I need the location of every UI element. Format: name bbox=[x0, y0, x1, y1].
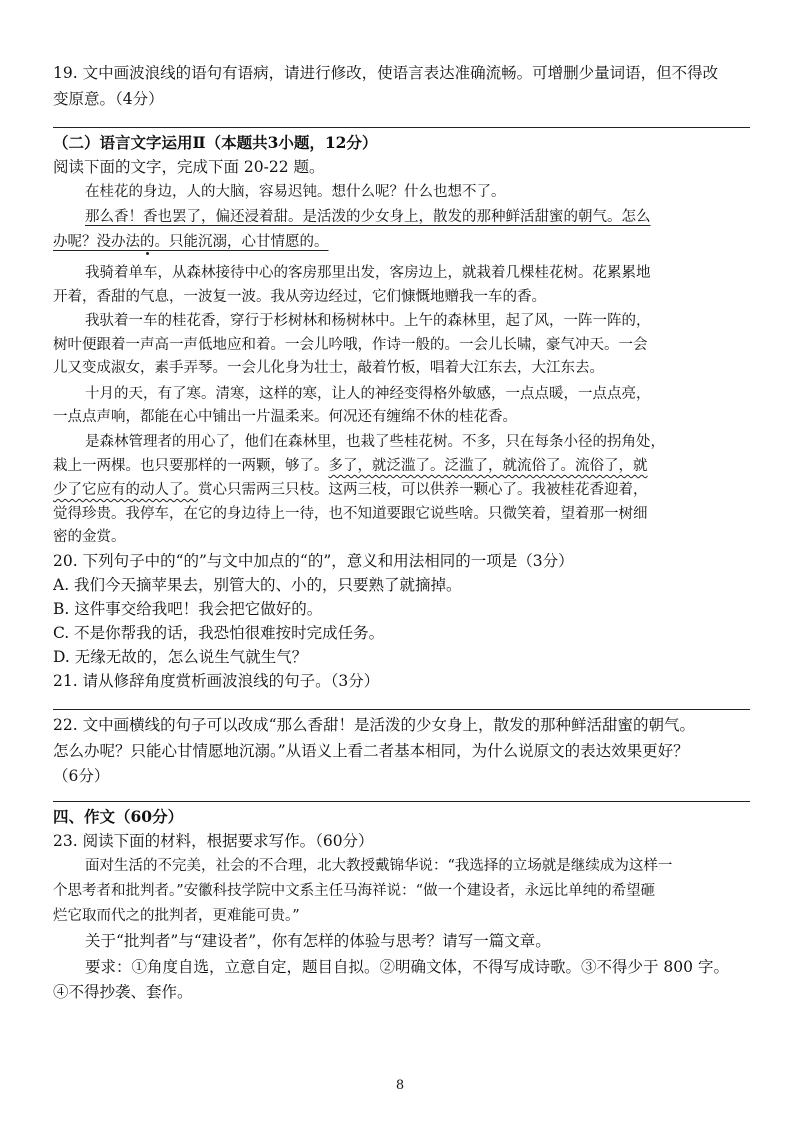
underlined-sentence-part1: 那么香！香也罢了，偏还浸着甜。是活泼的少女身上，散发的那种鲜活甜蜜的朝气。怎么 bbox=[85, 209, 651, 225]
q20-option-a: A. 我们今天摘苹果去，别管大的、小的，只要熟了就摘掉。 bbox=[53, 576, 462, 594]
answer-rule-q19 bbox=[53, 127, 750, 128]
q19-line1: 19. 文中画波浪线的语句有语病，请进行修改，使语言表达准确流畅。可增删少量词语，但不得改 bbox=[53, 64, 719, 82]
material-line3: 烂它取而代之的批判者，更难能可贵。” bbox=[53, 908, 300, 924]
passage-p6-line4: 觉得珍贵。我停车，在它的身边待上一待，也不知道要跟它说些啥。只微笑着，望着那一树细 bbox=[53, 506, 648, 522]
passage-p6-line5: 密的金赏。 bbox=[53, 529, 126, 545]
material-question: 关于“批判者”与“建设者”，你有怎样的体验与思考？请写一篇文章。 bbox=[85, 932, 551, 950]
section4-heading: 四、作文（60分） bbox=[53, 807, 184, 826]
material-line1: 面对生活的不完美，社会的不合理，北大教授戴锦华说：“我选择的立场就是继续成为这样一 bbox=[85, 858, 673, 874]
p2b-text2: 。只能沉溺，心甘情愿的。 bbox=[154, 234, 329, 250]
q20-option-b: B. 这件事交给我吧！我会把它做好的。 bbox=[53, 600, 323, 618]
p6b-text: 栽上一两棵。也只要那样的一两颗，够了。 bbox=[53, 458, 329, 474]
passage-p6-line1: 是森林管理者的用心了，他们在森林里，也栽了些桂花树。不多，只在每条小径的拐角处， bbox=[85, 434, 665, 450]
p6c-text: 赏心只需两三只枝。这两三枝，可以供养一颗心了。我被桂花香迎着， bbox=[198, 482, 648, 498]
material-line2: 个思考者和批判者。”安徽科技学院中文系主任马海祥说：“做一个建设者，永远比单纯的希望砸 bbox=[53, 883, 656, 899]
requirements-line2: ④不得抄袭、套作。 bbox=[53, 983, 193, 1001]
requirements-line1: 要求：①角度自选，立意自定，题目自拟。②明确文体，不得写成诗歌。③不得少于 800 字。 bbox=[85, 958, 729, 976]
p2b-text1: 办呢？没办法 bbox=[53, 234, 140, 250]
q23-stem: 23. 阅读下面的材料，根据要求写作。（60分） bbox=[53, 832, 374, 850]
q20-option-c: C. 不是你帮我的话，我恐怕很难按时完成任务。 bbox=[53, 624, 385, 642]
section2-heading: （二）语言文字运用Ⅱ（本题共3小题，12分） bbox=[53, 133, 378, 152]
wavy-sentence-part2: 少了它应有的动人了。 bbox=[53, 482, 198, 498]
q20-option-d: D. 无缘无故的，怎么说生气就生气？ bbox=[53, 648, 308, 666]
passage-p3-line1: 我骑着单车，从森林接待中心的客房那里出发，客房边上，就栽着几棵桂花树。花累累地 bbox=[85, 265, 651, 281]
passage-p4-line2: 树叶便跟着一声高一声低地应和着。一会儿吟哦，作诗一般的。一会儿长啸，豪气冲天。一会 bbox=[53, 337, 648, 353]
passage-p5-line1: 十月的天，有了寒。清寒，这样的寒，让人的神经变得格外敏感，一点点暖，一点点亮， bbox=[85, 386, 651, 402]
answer-rule-q22 bbox=[53, 801, 750, 802]
q21-stem: 21. 请从修辞角度赏析画波浪线的句子。（3分） bbox=[53, 672, 380, 690]
q19-line2: 变原意。（4分） bbox=[53, 90, 164, 108]
page-number: 8 bbox=[395, 1078, 405, 1093]
q20-stem: 20. 下列句子中的“的”与文中加点的“的”，意义和用法相同的一项是（3分） bbox=[53, 552, 574, 570]
q22-line2: 怎么办呢？只能心甘情愿地沉溺。”从语义上看二者基本相同，为什么说原文的表达效果更好？ bbox=[53, 742, 689, 760]
passage-p6-line3 bbox=[53, 479, 754, 501]
passage-p4-line3: 儿又变成淑女，素手弄琴。一会儿化身为壮士，敲着竹板，唱着大江东去，大江东去。 bbox=[53, 360, 604, 376]
passage-p2-line2 bbox=[53, 231, 754, 253]
underlined-sentence-part2 bbox=[53, 234, 329, 250]
wavy-sentence-part1: 多了，就泛滥了。泛滥了，就流俗了。流俗了，就 bbox=[328, 458, 648, 474]
passage-p5-line2: 一点点声响，都能在心中铺出一片温柔来。何况还有缠绵不休的桂花香。 bbox=[53, 409, 517, 425]
passage-p4-line1: 我驮着一车的桂花香，穿行于杉树林和杨树林中。上午的森林里，起了风，一阵一阵的， bbox=[85, 313, 651, 329]
section2-intro: 阅读下面的文字，完成下面 20-22 题。 bbox=[53, 158, 325, 176]
passage-p3-line2: 开着，香甜的气息，一波复一波。我从旁边经过，它们慷慨地赠我一车的香。 bbox=[53, 289, 546, 305]
q22-line1: 22. 文中画横线的句子可以改成“那么香甜！是活泼的少女身上，散发的那种鲜活甜蜜的朝气。 bbox=[53, 716, 696, 734]
passage-p2-line1 bbox=[53, 206, 754, 228]
passage-p6-line2 bbox=[53, 455, 754, 477]
dotted-de-character: 的 bbox=[140, 234, 155, 250]
q22-line3: （6分） bbox=[53, 767, 110, 785]
passage-p1: 在桂花的身边，人的大脑，容易迟钝。想什么呢？什么也想不了。 bbox=[85, 184, 506, 200]
answer-rule-q21 bbox=[53, 709, 750, 710]
